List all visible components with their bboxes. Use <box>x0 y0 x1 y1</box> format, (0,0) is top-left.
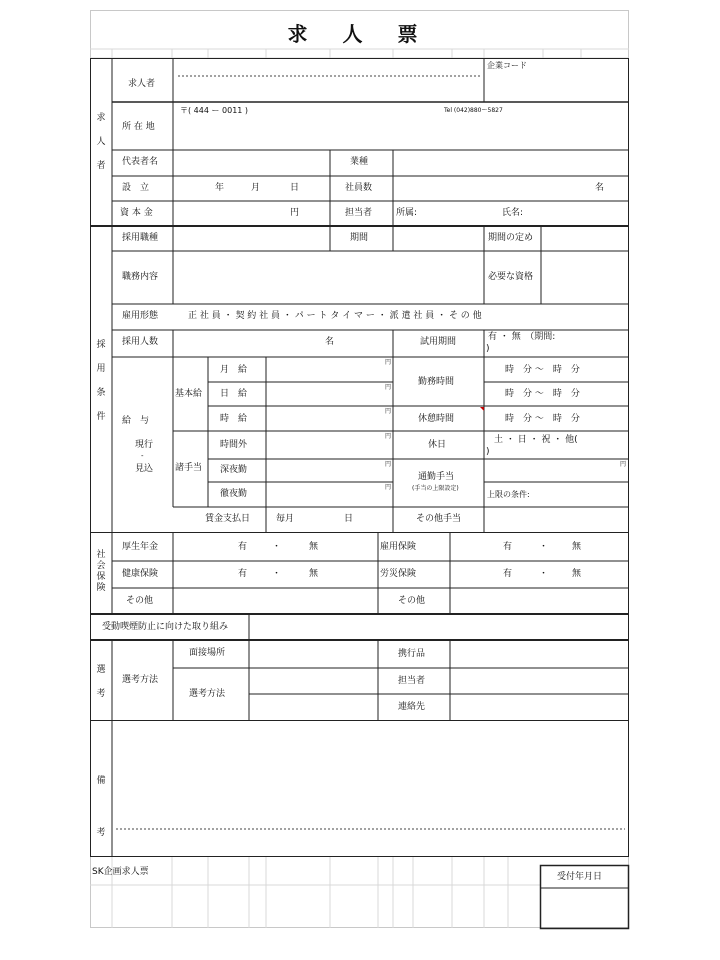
salary-label: 給 与 <box>122 416 150 426</box>
holidays-value: 土 ・ 日 ・ 祝 ・ 他( <box>494 435 578 445</box>
company-code-label: 企業コード <box>487 61 527 70</box>
salary-current-label: 現行 <box>135 440 154 450</box>
page-title: 求 人 票 <box>287 22 432 46</box>
trial-period-close: ) <box>486 344 490 354</box>
pension-no: 無 <box>309 542 319 552</box>
break-hours-range: 時 分 〜 時 分 <box>505 414 580 424</box>
pension-label: 厚生年金 <box>122 542 159 552</box>
address-label: 所 在 地 <box>122 122 155 132</box>
health-yes: 有 <box>238 569 248 579</box>
capital-label: 資 本 金 <box>120 208 153 218</box>
established-month: 月 <box>251 183 261 193</box>
employment-form-options: 正 社 員 ・ 契 約 社 員 ・ パ ー ト タ イ マ ー ・ 派 遣 社 員 ・ そ の 他 <box>188 311 482 321</box>
holidays-close: ) <box>486 447 490 457</box>
accident-insurance-label: 労災保険 <box>380 569 417 579</box>
accident-dot: ・ <box>539 569 549 579</box>
contact-info-label: 連絡先 <box>398 702 426 712</box>
other-allowance-label: その他手当 <box>416 514 462 524</box>
work-hours-range-1: 時 分 〜 時 分 <box>505 365 580 375</box>
footer-title: SK企画求人票 <box>92 867 149 877</box>
smoking-prevention-label: 受動喫煙防止に向けた取り組み <box>102 622 229 632</box>
person-name-label: 氏名: <box>502 208 524 218</box>
employees-label: 社員数 <box>345 183 373 193</box>
section-label-selection: 選考 <box>96 665 106 699</box>
received-date-label: 受付年月日 <box>557 872 603 882</box>
industry-label: 業種 <box>350 157 369 167</box>
health-no: 無 <box>309 569 319 579</box>
representative-label: 代表者名 <box>122 157 159 167</box>
monthly-pay-yen: 円 <box>385 359 392 366</box>
pension-dot: ・ <box>272 542 282 552</box>
established-label: 設 立 <box>122 183 150 193</box>
pension-yes: 有 <box>238 542 248 552</box>
daily-pay-label: 日 給 <box>220 389 248 399</box>
section-label-employer: 求人者 <box>96 113 106 171</box>
upper-limit-label: 上限の条件: <box>487 490 530 499</box>
period-label: 期間 <box>350 233 369 243</box>
affiliation-label: 所属: <box>396 208 418 218</box>
employer-name-label: 求人者 <box>128 79 156 89</box>
accident-no: 無 <box>572 569 582 579</box>
insurance-other-label: その他 <box>126 596 154 606</box>
all-night-yen: 円 <box>385 484 392 491</box>
hourly-pay-label: 時 給 <box>220 414 248 424</box>
position-label: 採用職種 <box>122 233 159 243</box>
headcount-unit: 名 <box>325 337 335 347</box>
section-label-insurance: 社会保険 <box>96 550 106 593</box>
health-dot: ・ <box>272 569 282 579</box>
work-hours-label: 勤務時間 <box>418 377 455 387</box>
daily-pay-yen: 円 <box>385 384 392 391</box>
selection-method-label: 選考方法 <box>122 675 159 685</box>
trial-period-label: 試用期間 <box>420 337 457 347</box>
monthly-pay-label: 月 給 <box>220 365 248 375</box>
accident-yes: 有 <box>503 569 513 579</box>
allowances-label: 諸手当 <box>175 463 203 473</box>
holidays-label: 休日 <box>428 440 447 450</box>
payday-label: 賃金支払日 <box>205 514 251 524</box>
postal-code: 〒( 444 ー 0011 ) <box>180 106 249 115</box>
insurance-other2-label: その他 <box>398 596 426 606</box>
selection-method2-label: 選考方法 <box>189 689 226 699</box>
interview-place-label: 面接場所 <box>189 648 226 658</box>
trial-period-value: 有 ・ 無 （期間: <box>488 332 556 342</box>
commute-allowance-yen: 円 <box>620 461 627 468</box>
tel-number: Tel (042)880ー5827 <box>444 107 503 114</box>
work-hours-range-2: 時 分 〜 時 分 <box>505 389 580 399</box>
employment-no: 無 <box>572 542 582 552</box>
headcount-label: 採用人数 <box>122 337 159 347</box>
salary-dash: - <box>141 452 144 460</box>
overtime-label: 時間外 <box>220 440 248 450</box>
employment-yes: 有 <box>503 542 513 552</box>
employees-unit: 名 <box>595 183 605 193</box>
late-night-label: 深夜勤 <box>220 465 248 475</box>
established-day: 日 <box>290 183 300 193</box>
base-pay-label: 基本給 <box>175 389 203 399</box>
period-definition-label: 期間の定め <box>488 233 534 243</box>
late-night-yen: 円 <box>385 461 392 468</box>
capital-unit: 円 <box>290 208 300 218</box>
section-label-conditions: 採用条件 <box>96 340 106 422</box>
duties-label: 職務内容 <box>122 272 159 282</box>
contact-person-label: 担当者 <box>345 208 373 218</box>
employment-insurance-label: 雇用保険 <box>380 542 417 552</box>
commute-allowance-note: (手当の上限設定) <box>412 485 459 492</box>
commute-allowance-label: 通勤手当 <box>418 472 455 482</box>
overtime-yen: 円 <box>385 433 392 440</box>
employment-dot: ・ <box>539 542 549 552</box>
salary-estimate-label: 見込 <box>135 464 154 474</box>
all-night-label: 徹夜勤 <box>220 489 248 499</box>
employment-form-label: 雇用形態 <box>122 311 159 321</box>
hourly-pay-yen: 円 <box>385 408 392 415</box>
health-insurance-label: 健康保険 <box>122 569 159 579</box>
bring-items-label: 携行品 <box>398 649 426 659</box>
established-year: 年 <box>215 183 225 193</box>
selection-contact-label: 担当者 <box>398 676 426 686</box>
section-label-remarks: 備考 <box>96 776 106 838</box>
payday-monthly: 毎月 <box>276 514 295 524</box>
required-qualification-label: 必要な資格 <box>488 272 534 282</box>
break-hours-label: 休憩時間 <box>418 414 455 424</box>
payday-day: 日 <box>344 514 354 524</box>
